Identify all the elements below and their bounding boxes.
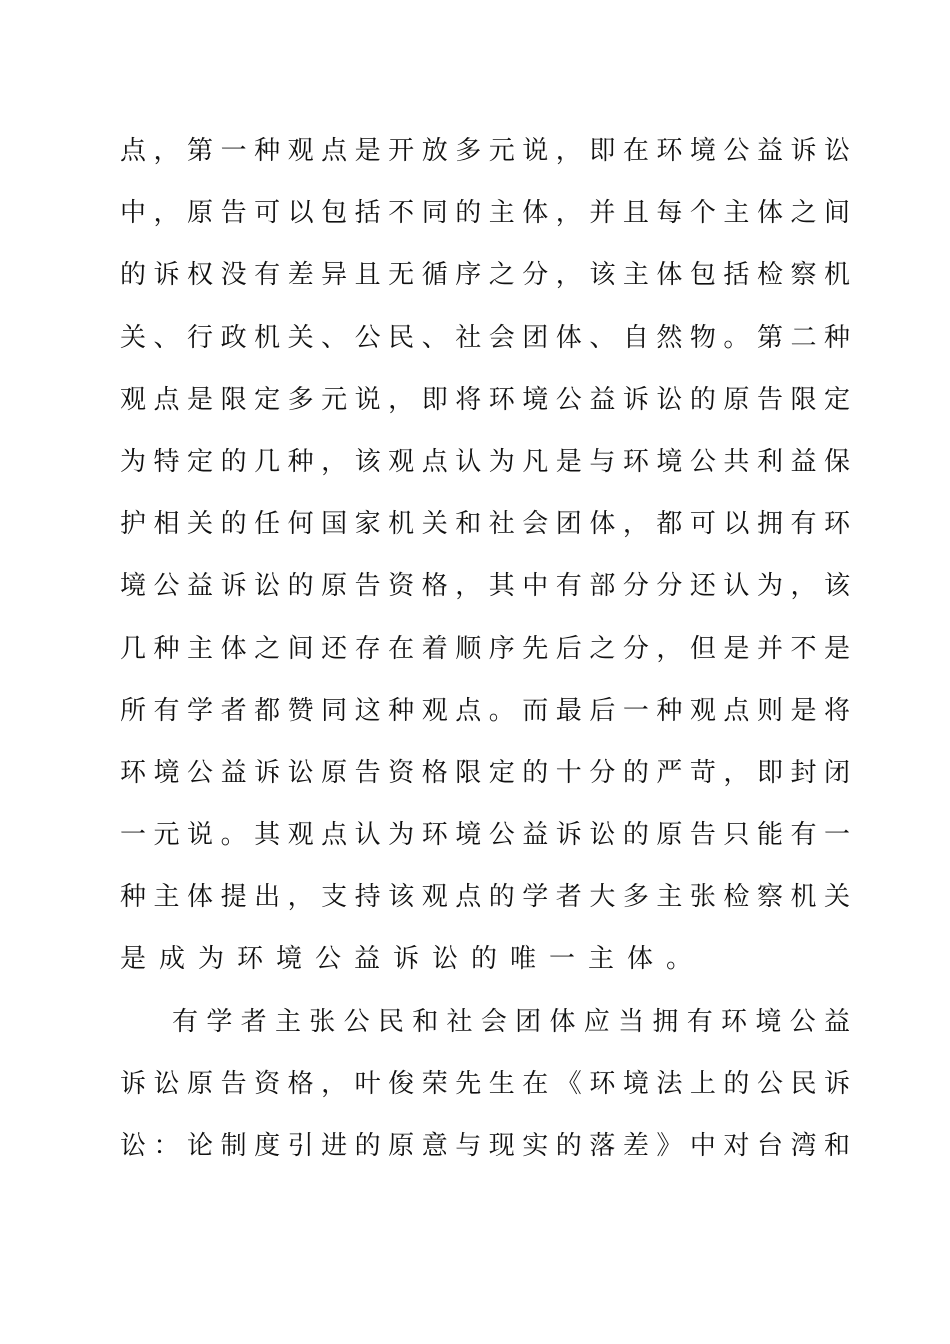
text-line-13: 种主体提出，支持该观点的学者大多主张检察机关 [120,882,850,913]
paragraph-2-line-3: 讼：论制度引进的原意与现实的落差》中对台湾和 [120,1131,850,1161]
body-text [120,120,850,1177]
text-line-6: 为特定的几种，该观点认为凡是与环境公共利益保 [120,446,850,477]
text-line-8: 境公益诉讼的原告资格，其中有部分分还认为，该 [120,571,850,602]
text-line-2: 中，原告可以包括不同的主体，并且每个主体之间 [120,198,850,229]
paragraph-2-line-2: 诉讼原告资格，叶俊荣先生在《环境法上的公民诉 [120,1068,850,1099]
text-line-12: 一元说。其观点认为环境公益诉讼的原告只能有一 [120,820,850,851]
text-line-4: 关、行政机关、公民、社会团体、自然物。第二种 [120,322,850,353]
text-line-3: 的诉权没有差异且无循序之分，该主体包括检察机 [120,260,850,291]
text-line-10: 所有学者都赞同这种观点。而最后一种观点则是将 [120,695,850,726]
text-line-5: 观点是限定多元说，即将环境公益诉讼的原告限定 [120,384,850,415]
text-line-9: 几种主体之间还存在着顺序先后之分，但是并不是 [120,633,850,664]
text-line-11: 环境公益诉讼原告资格限定的十分的严苛，即封闭 [120,757,850,788]
paragraph-2-line-1: 有学者主张公民和社会团体应当拥有环境公益 [172,1006,850,1037]
text-line-7: 护相关的任何国家机关和社会团体，都可以拥有环 [120,509,850,540]
text-line-14: 是成为环境公益诉讼的唯一主体。 [120,944,706,975]
text-line-1: 点，第一种观点是开放多元说，即在环境公益诉讼 [120,136,850,166]
